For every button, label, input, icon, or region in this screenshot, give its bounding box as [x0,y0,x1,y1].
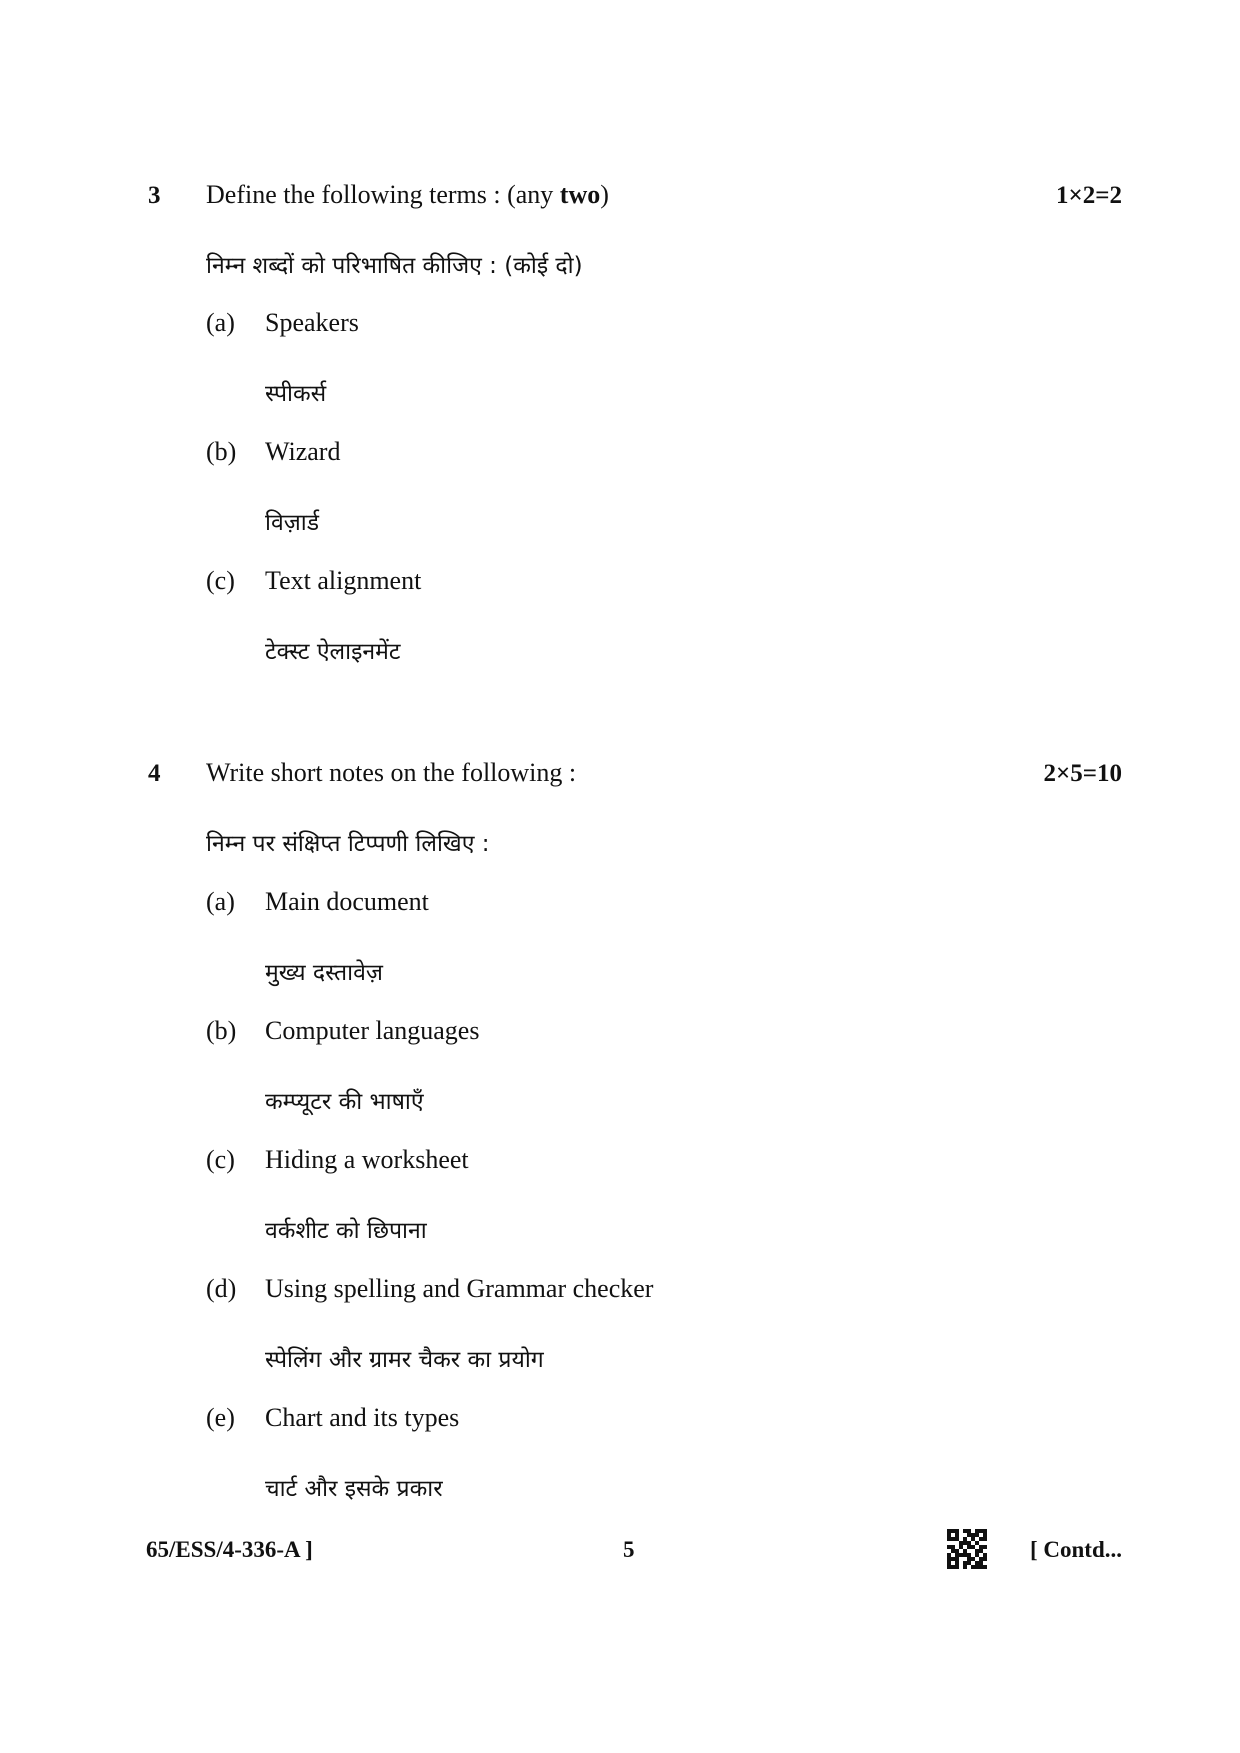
footer-contd: [ Contd... [1029,1537,1122,1562]
footer-paper-code: 65/ESS/4-336-A ] [146,1537,313,1562]
question-3-item-c-label: (c) [206,566,235,595]
question-4-prompt: Write short notes on the following : [206,758,577,787]
question-4-item-b-text: Computer languages [265,1016,480,1045]
question-3-prompt-bold: two [559,180,601,209]
question-4-item-a-hindi: मुख्य दस्तावेज़ [265,960,383,986]
question-3-prompt [206,180,609,210]
question-4-item-d-text: Using spelling and Grammar checker [265,1274,654,1303]
question-3-item-c-hindi: टेक्स्ट ऐलाइनमेंट [265,639,401,665]
question-4-item-d-hindi: स्पेलिंग और ग्रामर चैकर का प्रयोग [265,1347,544,1373]
question-4-item-e-label: (e) [206,1403,235,1432]
question-3-marks: 1×2=2 [1056,182,1122,209]
question-3-prompt-pre: Define the following terms : (any [206,180,560,209]
question-4-item-e-text: Chart and its types [265,1403,460,1432]
question-3-item-a-label: (a) [206,308,235,337]
question-4-item-a-label: (a) [206,887,235,916]
question-4-item-a-text: Main document [265,887,429,916]
question-3-item-a-text: Speakers [265,308,359,337]
question-4-item-c-hindi: वर्कशीट को छिपाना [265,1218,427,1244]
question-3-item-b-label: (b) [206,437,237,466]
question-3-item-a-hindi: स्पीकर्स [265,381,327,407]
question-3-item-b-hindi: विज़ार्ड [265,510,320,536]
question-4-marks: 2×5=10 [1043,760,1122,787]
question-4-item-d-label: (d) [206,1274,237,1303]
question-3-number: 3 [148,182,161,209]
question-3-prompt-post: ) [600,180,609,209]
question-4-item-c-text: Hiding a worksheet [265,1145,469,1174]
qr-code-icon [947,1529,987,1569]
question-4-number: 4 [148,760,161,787]
question-4-prompt-hindi: निम्न पर संक्षिप्त टिप्पणी लिखिए : [206,831,490,857]
question-3-item-c-text: Text alignment [265,566,422,595]
question-4-item-b-hindi: कम्प्यूटर की भाषाएँ [265,1089,424,1115]
footer-page-number: 5 [623,1537,635,1562]
question-4-item-e-hindi: चार्ट और इसके प्रकार [265,1476,443,1502]
question-3-item-b-text: Wizard [265,437,341,466]
question-4-item-b-label: (b) [206,1016,237,1045]
question-3-prompt-hindi: निम्न शब्दों को परिभाषित कीजिए : (कोई दो) [206,253,583,279]
question-4-item-c-label: (c) [206,1145,235,1174]
